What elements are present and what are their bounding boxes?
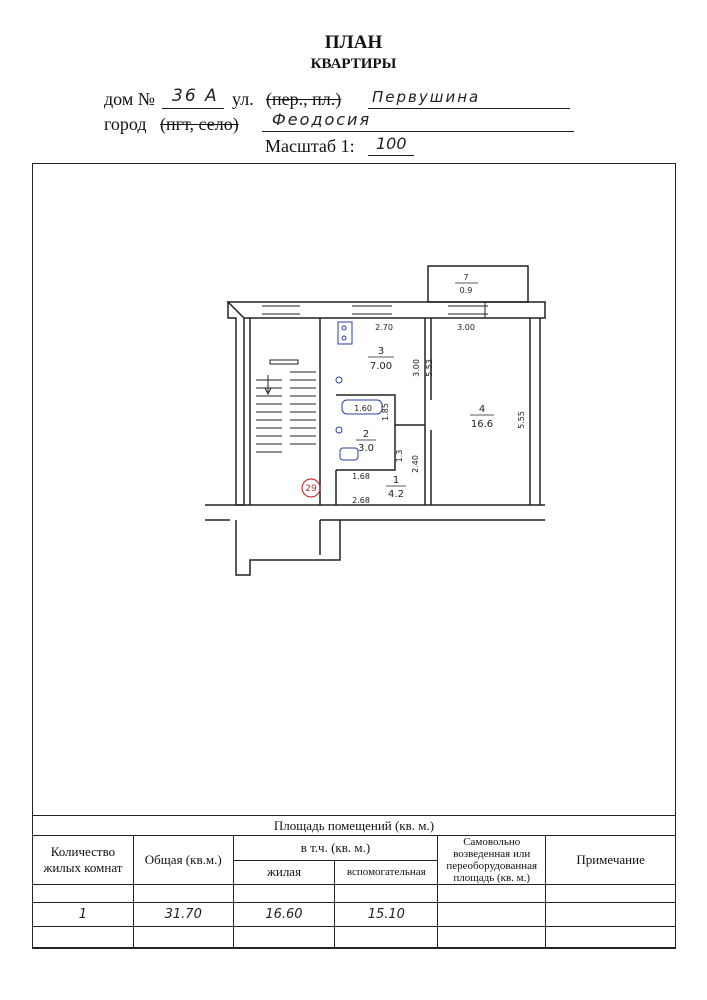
dim-hall-full: 2.68 [352,496,370,505]
wall-left [228,302,244,505]
cell-living: 16.60 [233,903,335,927]
house-number: 36 А [172,86,219,106]
col-aux-header: вспомогательная [335,860,438,885]
dim-bath-depth: 1.85 [381,403,390,421]
col-rooms-header: Количество жилых комнат [33,836,134,885]
scale-label: Масштаб 1: [265,136,355,156]
room-1-area: 4.2 [388,489,404,500]
cell-aux: 15.10 [335,903,438,927]
wall-bottom [205,505,545,520]
city-struck: (пгт, село) [160,114,239,134]
cell-rooms: 1 [33,903,134,927]
room-4-number: 4 [478,404,486,415]
dim-kitchen-width: 2.70 [375,323,393,332]
street-value: Первушина [372,88,481,106]
col-total-header: Общая (кв.м.) [133,836,233,885]
dim-kitchen-depth: 3.00 [412,359,421,377]
inventory-stamp [302,479,320,497]
wall-right [530,318,540,505]
col-unauth-header: Самовольно возведенная или переоборудованная площадь (кв. м.) [438,836,546,885]
col-note-header: Примечание [546,836,676,885]
stamp-number: 29 [305,484,317,494]
cell-note [546,903,676,927]
table-title: Площадь помещений (кв. м.) [33,816,676,836]
col-incl-header: в т.ч. (кв. м.) [233,836,438,861]
house-label: дом № [104,89,155,109]
wall-top [228,302,545,318]
dim-corridor-length: 2.40 [411,455,420,473]
street-struck: (пер., пл.) [266,89,342,109]
page-subtitle: КВАРТИРЫ [310,56,397,72]
city-label: город [104,114,147,134]
cell-total: 31.70 [133,903,233,927]
city-value: Феодосия [272,110,372,129]
balcony [428,266,528,302]
room-7-area: 0.9 [459,286,473,295]
dim-corridor-width: 1.3 [395,449,404,463]
page-title: ПЛАН [324,32,383,53]
room-2-number: 2 [362,429,370,440]
street-label: ул. [232,89,254,109]
room-4-area: 16.6 [470,419,494,430]
area-table [32,815,676,949]
col-living-header: жилая [233,860,335,885]
dim-bath-width: 1.60 [354,404,372,413]
room-7-number: 7 [463,273,469,282]
room-2-area: 3.0 [358,443,374,454]
room-3-number: 3 [377,346,385,357]
dim-room-width: 3.00 [457,323,475,332]
dim-kitchen-full: 5.53 [425,359,434,377]
room-1-number: 1 [392,475,400,486]
cell-unauth [438,903,546,927]
scale-value: 100 [376,134,407,153]
dim-room-depth: 5.55 [517,411,526,429]
dim-hall-width: 1.68 [352,472,370,481]
room-3-area: 7.00 [369,361,393,372]
wall-partition [425,318,431,505]
